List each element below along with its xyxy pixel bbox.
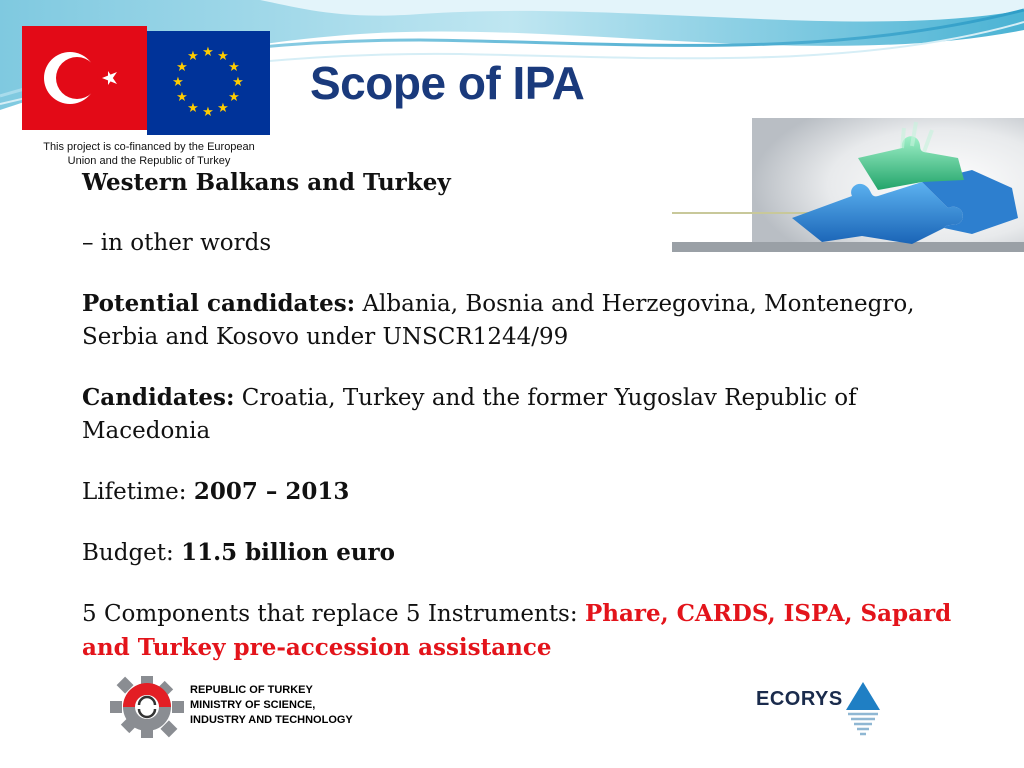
svg-text:★: ★ xyxy=(228,60,240,75)
potential-candidates-text: Albania, Bosnia and Herzegovina, Montenegro, Serbia and Kosovo under UNSCR1244/99 xyxy=(82,291,915,350)
cofinance-line-1: This project is co-financed by the European xyxy=(43,141,255,153)
svg-text:★: ★ xyxy=(172,75,184,90)
paragraph-candidates xyxy=(82,381,972,448)
other-words-text: – in other words xyxy=(82,230,272,256)
components-value: Phare, CARDS, ISPA, Sapard and Turkey pre-accession assistance xyxy=(82,600,952,661)
svg-text:★: ★ xyxy=(187,101,199,116)
paragraph-components xyxy=(82,597,972,665)
paragraph-other-words xyxy=(82,227,972,260)
svg-text:★: ★ xyxy=(217,49,229,64)
svg-text:★: ★ xyxy=(217,101,229,116)
ministry-gear-logo xyxy=(106,676,188,738)
slide-content xyxy=(82,166,972,692)
ministry-line-1: REPUBLIC OF TURKEY xyxy=(190,684,313,696)
svg-text:★: ★ xyxy=(187,49,199,64)
paragraph-heading xyxy=(82,166,972,200)
svg-text:★: ★ xyxy=(202,105,214,120)
paragraph-potential-candidates xyxy=(82,287,972,354)
ministry-line-3: INDUSTRY AND TECHNOLOGY xyxy=(190,714,353,726)
region-heading: Western Balkans and Turkey xyxy=(82,169,451,196)
lifetime-value: 2007 – 2013 xyxy=(193,478,350,505)
ministry-line-2: MINISTRY OF SCIENCE, xyxy=(190,699,316,711)
paragraph-lifetime xyxy=(82,475,972,509)
candidates-label: Candidates: xyxy=(82,384,235,411)
svg-text:★: ★ xyxy=(176,90,188,105)
ecorys-wordmark: ECORYS xyxy=(756,688,843,710)
candidates-text: Croatia, Turkey and the former Yugoslav Republic of Macedonia xyxy=(82,385,857,444)
paragraph-budget xyxy=(82,536,972,570)
svg-text:★: ★ xyxy=(176,60,188,75)
cofinance-line-2: Union and the Republic of Turkey xyxy=(67,155,231,167)
lifetime-label: Lifetime: xyxy=(82,479,194,505)
svg-text:★: ★ xyxy=(202,45,214,60)
components-label: 5 Components that replace 5 Instruments: xyxy=(82,601,585,627)
ecorys-logo-mark xyxy=(844,680,882,740)
budget-label: Budget: xyxy=(82,540,182,566)
eu-flag-icon xyxy=(147,31,270,135)
ministry-text xyxy=(190,683,353,728)
budget-value: 11.5 billion euro xyxy=(181,539,396,566)
cofinance-notice xyxy=(14,140,284,168)
svg-text:★: ★ xyxy=(228,90,240,105)
page-title: Scope of IPA xyxy=(310,57,585,109)
svg-text:★: ★ xyxy=(232,75,244,90)
potential-candidates-label: Potential candidates: xyxy=(82,290,356,317)
turkey-flag-icon xyxy=(22,26,147,130)
